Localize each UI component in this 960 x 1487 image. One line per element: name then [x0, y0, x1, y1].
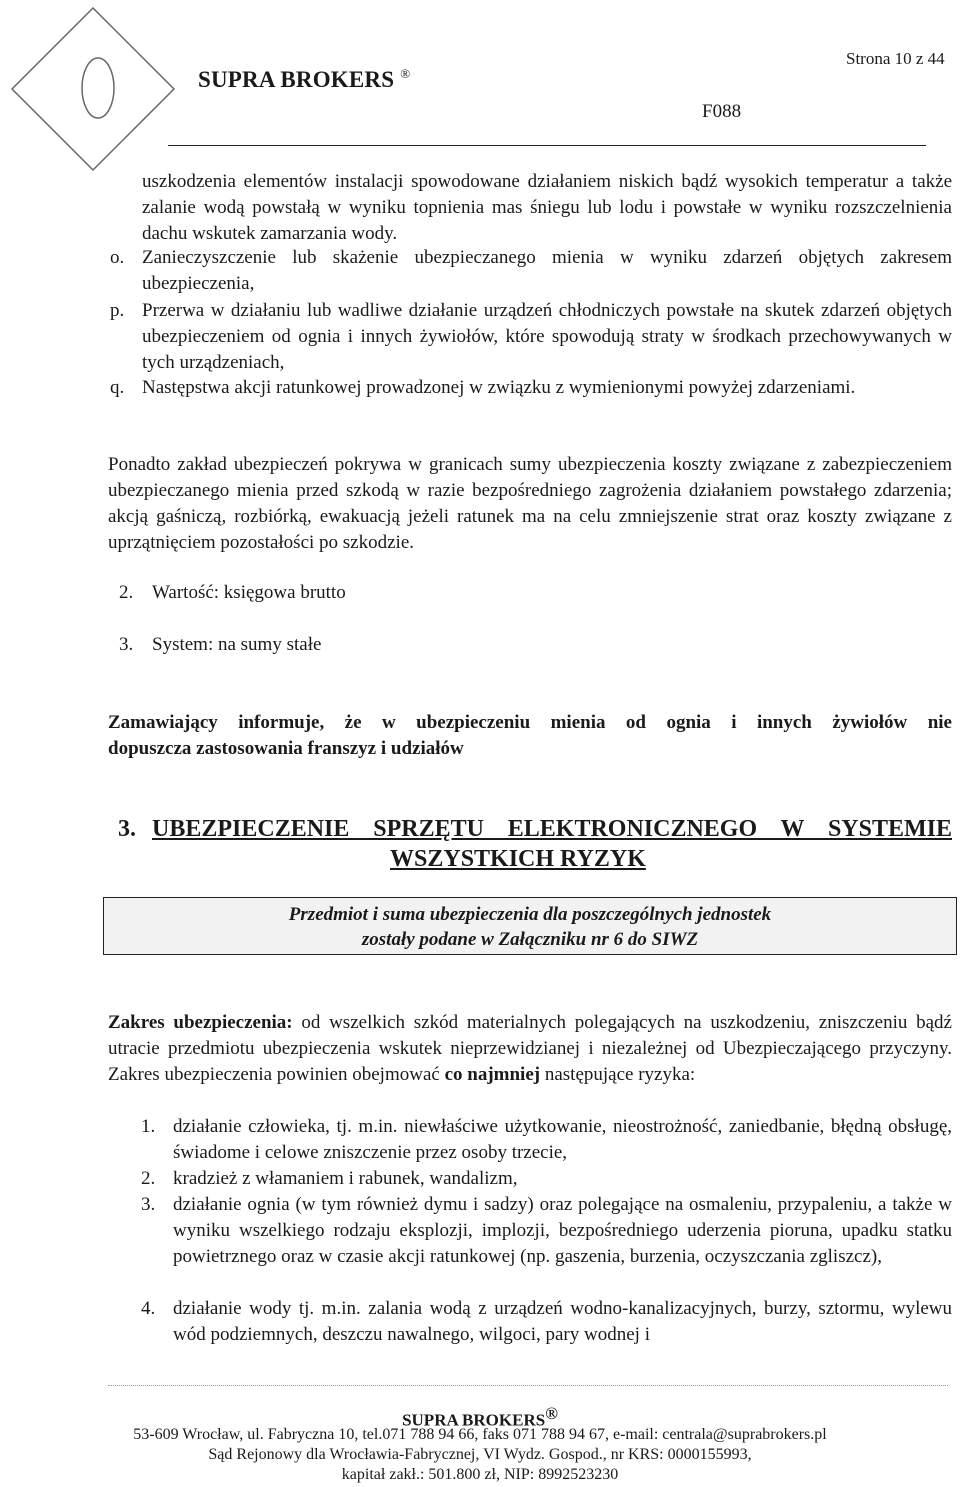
notice-line-2: dopuszcza zastosowania franszyz i udziałów	[108, 738, 464, 759]
list-item-text: działanie ognia (w tym również dymu i sadzy) oraz polegające na osmaleniu, przypaleniu, a także w wyniku wszelkiego rodzaju eksplozji, implozji, bezpośredniego uderzenia pioruna, upadku statku powietrznego oraz w czasie akcji ratunkowej (np. gaszenia, burzenia, oczyszczania zgliszcz),	[173, 1194, 952, 1267]
list-item-text: kradzież z włamaniem i rabunek, wandalizm,	[173, 1168, 518, 1189]
list-item	[110, 245, 952, 297]
section-title-line-1: UBEZPIECZENIE SPRZĘTU ELEKTRONICZNEGO W SYSTEMIE	[152, 816, 952, 842]
scope-text: od wszelkich szkód materialnych polegających na uszkodzeniu, zniszczeniu bądź utracie przedmiotu ubezpieczenia wskutek nieprzewidzianej i niezależnej od Ubezpieczającego przyczyny. Zakres ubezpieczenia powinien obejmować	[108, 1012, 952, 1085]
system-item	[119, 632, 919, 658]
footer-address: 53-609 Wrocław, ul. Fabryczna 10, tel.071 788 94 66, faks 071 788 94 67, e-mail: centrala@suprabrokers.pl	[133, 1426, 827, 1443]
list-item	[110, 298, 952, 376]
list-continuation: uszkodzenia elementów instalacji spowodowane działaniem niskich bądź wysokich temperatur a także zalanie wodą powstałą w wyniku topnienia mas śniegu lub lodu i powstałe w wyniku rozszczelnienia dachu wskutek zamarzania wody.	[142, 171, 952, 244]
company-logo-icon	[8, 4, 178, 174]
registered-mark: ®	[400, 66, 411, 81]
list-item-label: o.	[110, 247, 125, 268]
scope-emphasis: co najmniej	[444, 1064, 541, 1085]
subject-info-box	[103, 897, 957, 955]
footer-capital: kapitał zakł.: 501.800 zł, NIP: 8992523230	[341, 1466, 619, 1483]
section-number: 3.	[118, 816, 136, 842]
list-item-label: 2.	[119, 582, 134, 603]
risk-item	[141, 1296, 952, 1348]
list-item-label: 1.	[141, 1116, 156, 1137]
footer-divider	[108, 1385, 948, 1386]
form-code: F088	[702, 101, 742, 122]
header-brand: SUPRA BROKERS ®	[198, 66, 411, 92]
list-item-text: Zanieczyszczenie lub skażenie ubezpieczanego mienia w wyniku zdarzeń objętych zakresem ubezpieczenia,	[142, 247, 952, 294]
list-item	[110, 375, 952, 401]
list-item-text: System: na sumy stałe	[152, 634, 322, 655]
list-item-label: p.	[110, 300, 125, 321]
box-line-1: Przedmiot i suma ubezpieczenia dla poszczególnych jednostek	[288, 904, 772, 925]
list-item-label: 3.	[119, 634, 134, 655]
footer-court: Sąd Rejonowy dla Wrocławia-Fabrycznej, VI Wydz. Gospod., nr KRS: 0000155993,	[208, 1446, 752, 1463]
list-item-text: działanie wody tj. m.in. zalania wodą z urządzeń wodno-kanalizacyjnych, burzy, sztormu, wylewu wód podziemnych, deszczu nawalnego, wilgoci, pary wodnej i	[173, 1298, 952, 1345]
list-item-text: Wartość: księgowa brutto	[152, 582, 346, 603]
risk-item	[141, 1166, 952, 1192]
section-title-line-2: WSZYSTKICH RYZYK	[390, 846, 646, 872]
list-item-label: 4.	[141, 1298, 156, 1319]
list-item-text: Następstwa akcji ratunkowej prowadzonej w związku z wymienionymi powyżej zdarzeniami.	[142, 377, 856, 398]
risk-item	[141, 1114, 952, 1166]
list-item-text: Przerwa w działaniu lub wadliwe działanie urządzeń chłodniczych powstałe na skutek zdarzeń objętych ubezpieczeniem od ognia i innych żywiołów, które spowodują straty w środkach przechowywanych w tych urządzeniach,	[142, 300, 952, 373]
risk-item	[141, 1192, 952, 1270]
footer-registered-mark: ®	[545, 1404, 558, 1423]
box-line-2: zostały podane w Załączniku nr 6 do SIWZ	[361, 929, 699, 950]
scope-text-end: następujące ryzyka:	[540, 1064, 696, 1085]
page-number: Strona 10 z 44	[846, 49, 945, 68]
footer-brand: SUPRA BROKERS®	[402, 1404, 558, 1430]
costs-paragraph: Ponadto zakład ubezpieczeń pokrywa w granicach sumy ubezpieczenia koszty związane z zabezpieczeniem ubezpieczanego mienia przed szkodą w razie bezpośredniego zagrożenia działaniem powstałego zdarzenia; akcją gaśniczą, rozbiórką, ewakuacją jeżeli ratunek ma na celu zmniejszenie strat oraz koszty związane z uprzątnięciem pozostałości po szkodzie.	[108, 454, 952, 553]
scope-label: Zakres ubezpieczenia:	[108, 1012, 293, 1033]
list-item-label: 2.	[141, 1168, 156, 1189]
list-item-label: q.	[110, 377, 125, 398]
notice-line-1: Zamawiający informuje, że w ubezpieczeniu mienia od ognia i innych żywiołów nie	[108, 712, 952, 733]
scope-paragraph	[108, 1010, 952, 1088]
header-divider	[168, 145, 926, 146]
list-item-text: działanie człowieka, tj. m.in. niewłaściwe użytkowanie, nieostrożność, zaniedbanie, błędną obsługę, świadome i celowe zniszczenie przez osoby trzecie,	[173, 1116, 952, 1163]
value-item	[119, 580, 919, 606]
list-item-label: 3.	[141, 1194, 156, 1215]
